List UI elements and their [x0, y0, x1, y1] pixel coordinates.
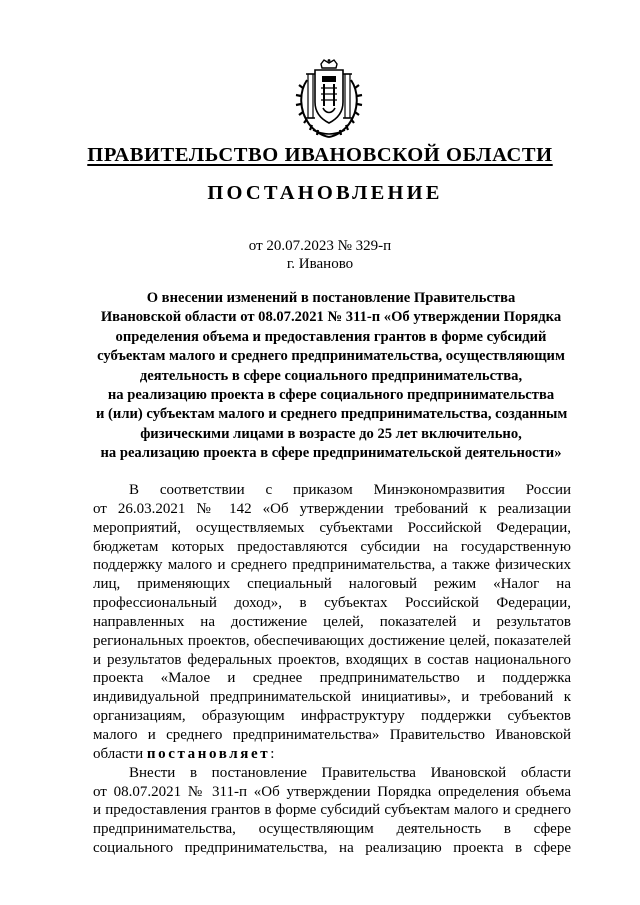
document-type: ПОСТАНОВЛЕНИЕ — [207, 182, 443, 204]
body-line: Внести в постановление Правительства Ивановской области — [129, 764, 571, 781]
body-line: В соответствии с приказом Минэкономразвития России — [129, 482, 571, 498]
resolution-word: постановляет — [146, 745, 271, 762]
heading-line: физическими лицами в возрасте до 25 лет включительно, — [140, 425, 522, 442]
document-city: г. Иваново — [286, 256, 354, 272]
heading-line: определения объема и предоставления грантов в форме субсидий — [115, 328, 547, 345]
body-line: индивидуальной предпринимательской инициативы», и требований к — [93, 689, 571, 706]
heading-line: Ивановской области от 08.07.2021 № 311-п «Об утверждении Порядка — [100, 309, 562, 326]
body-line: региональных проектов, обеспечивающих достижение целей, показателей — [93, 632, 571, 649]
heading-line: на реализацию проекта в сфере предпринимательской деятельности» — [100, 445, 562, 462]
document-date-number: от 20.07.2023 № 329-п — [248, 238, 392, 254]
coat-of-arms-icon — [293, 58, 365, 140]
body-line: лиц, применяющих специальный налоговый режим «Налог на — [93, 576, 571, 593]
document-body — [93, 481, 571, 858]
resolution-line — [93, 745, 571, 764]
resolution-prefix: области — [93, 745, 144, 762]
body-line: социального предпринимательства, на реализацию проекта в сфере — [93, 840, 571, 857]
heading-line: О внесении изменений в постановление Правительства — [146, 290, 516, 306]
body-line: направленных на достижение целей, показателей и результатов — [93, 613, 571, 630]
authority-title: ПРАВИТЕЛЬСТВО ИВАНОВСКОЙ ОБЛАСТИ — [87, 144, 553, 166]
body-line: и предоставления грантов в форме субсидий субъектам малого и среднего — [93, 802, 571, 819]
body-line: и результатов федеральных проектов, входящих в состав национального — [93, 651, 571, 668]
body-line: предпринимательства, осуществляющим деятельность в сфере — [93, 821, 571, 838]
body-line: от 26.03.2021 № 142 «Об утверждении требований к реализации — [93, 500, 571, 517]
body-line: бюджетам которых предоставляются субсидии на государственную — [93, 538, 571, 555]
body-line: профессиональный доход», в субъектах Российской Федерации, — [93, 595, 571, 612]
body-line: мероприятий, осуществляемых субъектами Российской Федерации, — [93, 519, 571, 536]
document-heading — [96, 289, 566, 464]
resolution-colon: : — [270, 745, 275, 762]
body-line: от 08.07.2021 № 311-п «Об утверждении Порядка определения объема — [93, 783, 571, 800]
heading-line: деятельность в сфере социального предпринимательства, — [139, 367, 523, 384]
body-line: поддержку малого и среднего предпринимательства, а также физических — [93, 557, 571, 574]
heading-line: на реализацию проекта в сфере социального предпринимательства — [107, 387, 555, 404]
heading-line: и (или) субъектам малого и среднего предпринимательства, созданным — [96, 406, 568, 423]
body-line: малого и среднего предпринимательства» Правительство Ивановской — [93, 726, 571, 743]
body-line: проекта «Малое и среднее предпринимательство и поддержка — [93, 670, 571, 687]
body-line: организациям, образующим инфраструктуру поддержки субъектов — [93, 708, 571, 725]
heading-line: субъектам малого и среднего предпринимательства, осуществляющим — [97, 348, 565, 365]
